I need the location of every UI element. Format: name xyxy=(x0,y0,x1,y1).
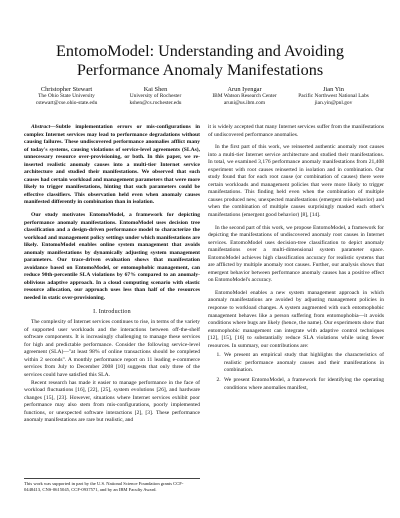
body-paragraph-3: In the second part of this work, we propose EntomoModel, a framework for depicting the manifestations of undiscovered anomaly root causes in Internet services. EntomoModel uses decision-tree classification to depict anomaly manifestations over a multi-dimensional system parameter space. EntomoModel achieves high classification accuracy for realistic systems that are afflicted by multiple anomaly root causes. Further, our analysis shows that emergent behavior between performance anomaly causes has a positive effect on EntomoModel's accuracy. xyxy=(208,224,384,284)
author-name: Jian Yin xyxy=(323,86,344,93)
abstract-label: Abstract xyxy=(31,124,51,130)
author-email: kshen@cs.rochester.edu xyxy=(129,99,182,106)
right-column xyxy=(208,124,384,394)
author-email: aruni@us.ibm.com xyxy=(223,99,266,106)
contributions-list xyxy=(208,352,384,392)
author-block xyxy=(22,86,111,106)
contribution-item-1: 1. We present an empirical study that highlights the characteristics of realistic performance anomaly causes and their manifestations in combination. xyxy=(222,352,384,375)
author-affiliation: IBM Watson Research Center xyxy=(212,93,277,100)
left-column xyxy=(24,124,200,425)
author-name: Christopher Stewart xyxy=(40,86,93,93)
author-affiliation: The Ohio State University xyxy=(38,93,95,100)
author-email: cstewart@cse.ohio-state.edu xyxy=(35,99,98,106)
intro-paragraph-1: The complexity of Internet services continues to rise, in terms of the variety of supported user workloads and the interactions between off-the-shelf software components. It is increasingly challenging to manage these services for high and predictable performance. Consider the following service-level agreement (SLA)—"at least 98% of online transactions should be completed within 2 seconds". A monthly performance report on 11 leading e-commerce services from July to December 2008 [10] suggests that only three of the services could have satisfied this SLA. xyxy=(24,319,200,378)
author-name: Kai Shen xyxy=(143,86,168,93)
author-block xyxy=(111,86,200,106)
author-block xyxy=(200,86,289,106)
body-paragraph-1: it is widely accepted that many Internet services suffer from the manifestations of undiscovered performance anomalies. xyxy=(208,124,384,138)
abstract xyxy=(24,124,200,303)
author-affiliation: University of Rochester xyxy=(129,93,182,100)
abstract-paragraph-2: Our study motivates EntomoModel, a framework for depicting performance anomaly manifestations. EntomoModel uses decision tree classification and a design-driven performance model to characterize the workload and management policy settings under which manifestations are likely. EntomoModel enables online system management that avoids anomaly manifestations by dynamically adjusting system management parameters. Our trace-driven evaluation shows that manifestation avoidance based on EntomoModel, or entomophobic management, can reduce 90th-percentile SLA violations by 67% compared to an anomaly-oblivious adaptive approach. In a cloud computing scenario with elastic resource allocation, our approach uses less than half of the resources needed in static over-provisioning. xyxy=(24,212,200,302)
abstract-text-1: —Subtle implementation errors or mis-configurations in complex Internet services may lead to performance degradations without causing failures. These undiscovered performance anomalies afflict many of today's systems, causing violations of service-level agreements (SLAs), unnecessary resource over-provisioning, or both. In this paper, we re-inserted realistic anomaly causes into a multi-tier Internet service architecture and studied their manifestations. We observed that such causes had certain workload and management parameters that were more likely to trigger manifestations, hinting that such parameters could be effective classifiers. This observation held even when anomaly causes manifested differently in combination than in isolation. xyxy=(24,124,200,206)
title-line-2: Performance Anomaly Manifestations xyxy=(76,61,324,79)
author-email: jian.yin@pnl.gov xyxy=(314,99,353,106)
title-line-1: EntomoModel: Understanding and Avoiding xyxy=(56,42,344,60)
author-block xyxy=(289,86,378,106)
author-name: Arun Iyengar xyxy=(227,86,262,93)
footnote: This work was supported in part by the U.S. National Science Foundation grants CCF-0448413, CNS-0615045, CCF-0937571, and by an IBM Faculty Award. xyxy=(24,478,200,492)
section-heading-introduction: I. Introduction xyxy=(93,308,131,315)
abstract-paragraph-1 xyxy=(24,124,200,207)
contribution-item-2: 2. We present EntomoModel, a framework for identifying the operating conditions where anomalies manifest, xyxy=(222,377,384,392)
author-affiliation: Pacific Northwest National Labs xyxy=(298,93,369,100)
paper-title xyxy=(0,42,400,80)
body-paragraph-2: In the first part of this work, we reinserted authentic anomaly root causes into a multi-tier Internet service architecture and studied their manifestations. In total, we examined 3,176 performance anomaly manifestations from 21,408 experiment with root causes reinserted in isolation and in combination. Our study found that for each root cause (or combination of causes) there were certain workloads and management policies that were more likely to trigger manifestations. This finding held even when the combination of multiple causes produced new, unexpected manifestations (emergent mis-behavior) and when the combination of multiple causes surprisingly masked each other's manifestations (emergent good behavior) [8], [14]. xyxy=(208,144,384,219)
author-list xyxy=(22,86,378,106)
body-paragraph-4: EntomoModel enables a new system management approach in which anomaly manifestations are avoided by adjusting management policies in response to workload changes. A system augmented with such entomophobic management behaves like a person suffering from entomophobia—it avoids conditions where bugs are likely (hence, the name). Our experiments show that entomophobic management can integrate with adaptive control techniques [12], [15], [16] to substantially reduce SLA violations while using fewer resources. In summary, our contributions are: xyxy=(208,289,384,349)
intro-paragraph-2: Recent research has made it easier to manage performance in the face of workload fluctuations [16], [22], [25], system evolutions [26], and hardware changes [15], [23]. However, situations where Internet services exhibit poor performance may also stem from mis-configurations, poorly implemented functions, or unexpected software interactions [2], [3]. These performance anomaly manifestations are rare but realistic, and xyxy=(24,379,200,424)
